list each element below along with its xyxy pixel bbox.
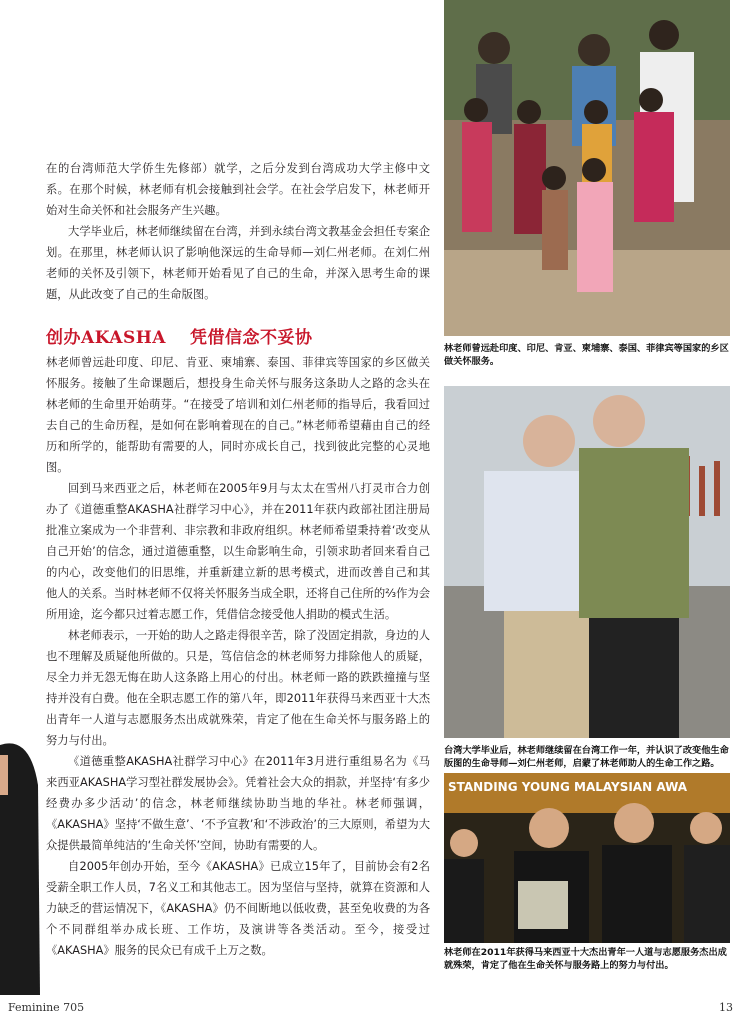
caption-photo2: 台湾大学毕业后，林老师继续留在台湾工作一年，并认识了改变他生命版图的生命导师—刘仁州老师，启蒙了林老师助人的生命工作之路。 [444, 745, 729, 769]
photo-mentor-image [444, 386, 730, 738]
photo-children-group [444, 0, 730, 336]
paragraph-2: 回到马来西亚之后，林老师在2005年9月与太太在雪州八打灵市合力创办了《道德重整AKASHA社群学习中心》，并在2011年获内政部社团注册局批准立案成为一个非营利、非宗教和非政府组织。林老师希望秉持着‘改变从自己开始’的信念，通过道德重整，以生命影响生命，引领求助者回来看自己的内心，改变他们的旧思维，并重新建立新的思考模式，进而改善自己和其他人的关系。当时林老师不仅将关怀服务当成全职，还将自己住所的⅔作为会所用途，迄今都只过着志愿工作，凭借信念接受他人捐助的模式生活。 [46, 482, 430, 621]
page-number: 13 [719, 1001, 733, 1014]
edge-person-image [0, 725, 42, 995]
paragraph-1: 林老师曾远赴印度、印尼、肯亚、柬埔寨、泰国、菲律宾等国家的乡区做关怀服务。接触了生命课题后，想投身生命关怀与服务这条助人之路的念头在林老师的生命里开始萌芽。“在接受了培训和刘仁州老师的指导后，我看回过去自己的生命历程，是如何在影响着现在的自己。”林老师希望藉由自己的经历和所学的，能帮助有需要的人，同时亦成长自己，找到彼此完整的心灵地图。 [46, 356, 430, 474]
photo-mentor [444, 386, 730, 738]
photo-award [444, 773, 730, 943]
magazine-name: Feminine 705 [8, 1001, 85, 1014]
photo-children-group-image [444, 0, 730, 336]
edge-person-figure [0, 725, 42, 995]
paragraph-5: 自2005年创办开始，至今《AKASHA》已成立15年了，目前协会有2名受薪全职工作人员，7名义工和其他志工。因为坚信与坚持，就算在资源和人力缺乏的营运情况下，《AKASHA》仍不间断地以低收费，甚至免收费的为各个不同群组举办成长班、工作坊，及演讲等各类活动。至今，接受过《AKASHA》服务的民众已有成千上万之数。 [46, 860, 430, 957]
section-heading [46, 323, 430, 348]
caption-photo3: 林老师在2011年获得马来西亚十大杰出青年一人道与志愿服务杰出成就殊荣，肯定了他在生命关怀与服务路上的努力与付出。 [444, 947, 727, 971]
paragraph-3: 林老师表示，一开始的助人之路走得很辛苦，除了没固定捐款，身边的人也不理解及质疑他所做的。只是，笃信信念的林老师努力排除他人的质疑，尽全力并无怨无悔在助人这条路上用心的付出。林老师一路的跌跌撞撞与坚持并没有白费。他在全职志愿工作的第八年，即2011年获得马来西亚十大杰出青年一人道与志愿服务杰出成就殊荣，肯定了他在生命关怀与服务路上的努力与付出。 [46, 629, 430, 747]
paragraph-taiwan: 大学毕业后，林老师继续留在台湾，并到永续台湾文教基金会担任专案企划。在那里，林老师认识了影响他深远的生命导师—刘仁州老师。在刘仁州老师的关怀及引领下，林老师开始看见了自己的生命，并深入思考生命的课题，从此改变了自己的生命版图。 [46, 225, 430, 301]
section-heading-part1: 创办AKASHA [46, 328, 166, 348]
photo-award-image [444, 773, 730, 943]
award-banner-text: STANDING YOUNG MALAYSIAN AWA [448, 780, 688, 794]
article-body [46, 158, 430, 961]
paragraph-intro: 在的台湾师范大学侨生先修部）就学，之后分发到台湾成功大学主修中文系。在那个时候，林老师有机会接触到社会学。在社会学启发下，林老师开始对生命关怀和社会服务产生兴趣。 [46, 162, 430, 217]
caption-photo1: 林老师曾远赴印度、印尼、肯亚、柬埔寨、泰国、菲律宾等国家的乡区做关怀服务。 [444, 343, 729, 367]
section-heading-part2: 凭借信念不妥协 [190, 328, 313, 348]
paragraph-4: 《道德重整AKASHA社群学习中心》在2011年3月进行重组易名为《马来西亚AKASHA学习型社群发展协会》。凭着社会大众的捐款，并坚持‘有多少经费办多少活动’的信念，林老师继续协助当地的华社。林老师强调，《AKASHA》坚持‘不做生意’、‘不予宣教’和‘不涉政治’的三大原则，希望为大众提供最简单纯洁的‘生命关怀’空间，协助有需要的人。 [46, 755, 430, 852]
